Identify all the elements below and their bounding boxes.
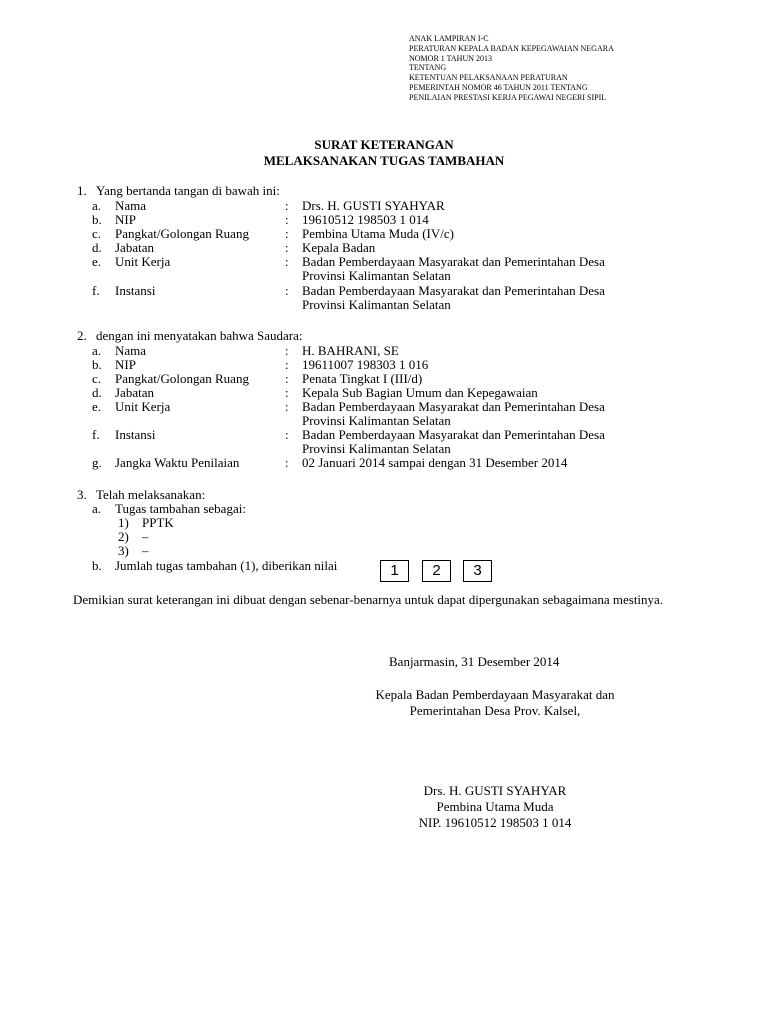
section-number: 3.	[77, 487, 87, 502]
task-number: 3)	[118, 543, 129, 558]
header-line: ANAK LAMPIRAN I-C	[409, 34, 489, 43]
field-label: Unit Kerja	[115, 254, 171, 269]
field-colon: :	[285, 283, 289, 298]
field-label: NIP	[115, 357, 136, 372]
field-colon: :	[285, 371, 289, 386]
signatory-name: Drs. H. GUSTI SYAHYAR	[423, 783, 567, 798]
field-value-line2: Provinsi Kalimantan Selatan	[302, 441, 451, 456]
field-value: Badan Pemberdayaan Masyarakat dan Pemerintahan Desa	[302, 427, 605, 442]
task-heading: Tugas tambahan sebagai:	[115, 501, 246, 516]
field-letter: b.	[92, 357, 102, 372]
task-number: 1)	[118, 515, 129, 530]
field-colon: :	[285, 399, 289, 414]
field-value: 19611007 198303 1 016	[302, 357, 429, 372]
field-label: Instansi	[115, 427, 156, 442]
field-label: NIP	[115, 212, 136, 227]
field-value: Badan Pemberdayaan Masyarakat dan Pemerintahan Desa	[302, 283, 605, 298]
field-letter: e.	[92, 254, 102, 269]
header-line: NOMOR 1 TAHUN 2013	[409, 53, 492, 63]
field-letter: a.	[92, 501, 102, 516]
closing-statement: Demikian surat keterangan ini dibuat dengan sebenar-benarnya untuk dapat dipergunakan sebagaimana mestinya.	[73, 592, 664, 607]
signature-position-line1: Kepala Badan Pemberdayaan Masyarakat dan	[375, 687, 615, 702]
score-box-1: 1	[380, 560, 409, 582]
header-line: PEMERINTAH NOMOR 46 TAHUN 2011 TENTANG	[409, 82, 588, 92]
score-box-3: 3	[463, 560, 492, 582]
field-letter: a.	[92, 343, 102, 358]
field-label: Nama	[115, 343, 147, 358]
field-value: Kepala Badan	[302, 240, 376, 255]
header-line: KETENTUAN PELAKSANAAN PERATURAN	[409, 73, 568, 83]
field-colon: :	[285, 240, 289, 255]
score-box-2: 2	[422, 560, 451, 582]
section-intro: dengan ini menyatakan bahwa Saudara:	[96, 328, 303, 343]
field-label: Instansi	[115, 283, 156, 298]
field-letter: e.	[92, 399, 102, 414]
field-value: Pembina Utama Muda (IV/c)	[302, 226, 454, 241]
field-letter: f.	[92, 283, 100, 298]
field-value: Badan Pemberdayaan Masyarakat dan Pemerintahan Desa	[302, 254, 605, 269]
field-label: Unit Kerja	[115, 399, 171, 414]
field-value: Penata Tingkat I (III/d)	[302, 371, 423, 386]
section-number: 2.	[77, 328, 87, 343]
header-line: TENTANG	[409, 63, 447, 73]
task-value: PPTK	[142, 515, 174, 530]
field-label: Jabatan	[115, 385, 154, 400]
field-letter: c.	[92, 226, 102, 241]
score-label: Jumlah tugas tambahan (1), diberikan nilai	[115, 558, 338, 573]
field-label: Pangkat/Golongan Ruang	[115, 226, 249, 241]
signatory-nip: NIP. 19610512 198503 1 014	[418, 815, 572, 830]
field-letter: a.	[92, 198, 102, 213]
task-value: –	[142, 529, 149, 544]
field-letter: c.	[92, 371, 102, 386]
field-label: Nama	[115, 198, 147, 213]
field-colon: :	[285, 226, 289, 241]
section-number: 1.	[77, 183, 87, 198]
field-value: H. BAHRANI, SE	[302, 343, 399, 358]
field-colon: :	[285, 385, 289, 400]
field-label: Pangkat/Golongan Ruang	[115, 371, 249, 386]
header-line: PENILAIAN PRESTASI KERJA PEGAWAI NEGERI SIPIL	[409, 92, 607, 102]
field-label: Jangka Waktu Penilaian	[115, 455, 240, 470]
header-line: PERATURAN KEPALA BADAN KEPEGAWAIAN NEGARA	[409, 43, 614, 53]
task-number: 2)	[118, 529, 129, 544]
task-value: –	[142, 543, 149, 558]
field-label: Jabatan	[115, 240, 154, 255]
field-colon: :	[285, 357, 289, 372]
field-colon: :	[285, 455, 289, 470]
signature-place-date: Banjarmasin, 31 Desember 2014	[389, 654, 560, 669]
field-letter: f.	[92, 427, 100, 442]
field-value: 19610512 198503 1 014	[302, 212, 429, 227]
field-letter: b.	[92, 212, 102, 227]
section-intro: Yang bertanda tangan di bawah ini:	[96, 183, 280, 198]
document-subtitle: MELAKSANAKAN TUGAS TAMBAHAN	[263, 153, 505, 168]
field-colon: :	[285, 212, 289, 227]
field-colon: :	[285, 427, 289, 442]
field-value: 02 Januari 2014 sampai dengan 31 Desember 2014	[302, 455, 568, 470]
signature-position-line2: Pemerintahan Desa Prov. Kalsel,	[409, 703, 581, 718]
field-value-line2: Provinsi Kalimantan Selatan	[302, 297, 451, 312]
field-colon: :	[285, 254, 289, 269]
field-letter: d.	[92, 385, 102, 400]
field-value: Drs. H. GUSTI SYAHYAR	[302, 198, 445, 213]
field-colon: :	[285, 198, 289, 213]
field-letter: d.	[92, 240, 102, 255]
field-letter: b.	[92, 558, 102, 573]
section-intro: Telah melaksanakan:	[96, 487, 206, 502]
field-value-line2: Provinsi Kalimantan Selatan	[302, 413, 451, 428]
field-colon: :	[285, 343, 289, 358]
document-title: SURAT KETERANGAN	[314, 137, 454, 152]
signatory-rank: Pembina Utama Muda	[436, 799, 554, 814]
attachment-header	[409, 34, 739, 103]
field-value-line2: Provinsi Kalimantan Selatan	[302, 268, 451, 283]
field-value: Badan Pemberdayaan Masyarakat dan Pemerintahan Desa	[302, 399, 605, 414]
field-letter: g.	[92, 455, 102, 470]
field-value: Kepala Sub Bagian Umum dan Kepegawaian	[302, 385, 538, 400]
